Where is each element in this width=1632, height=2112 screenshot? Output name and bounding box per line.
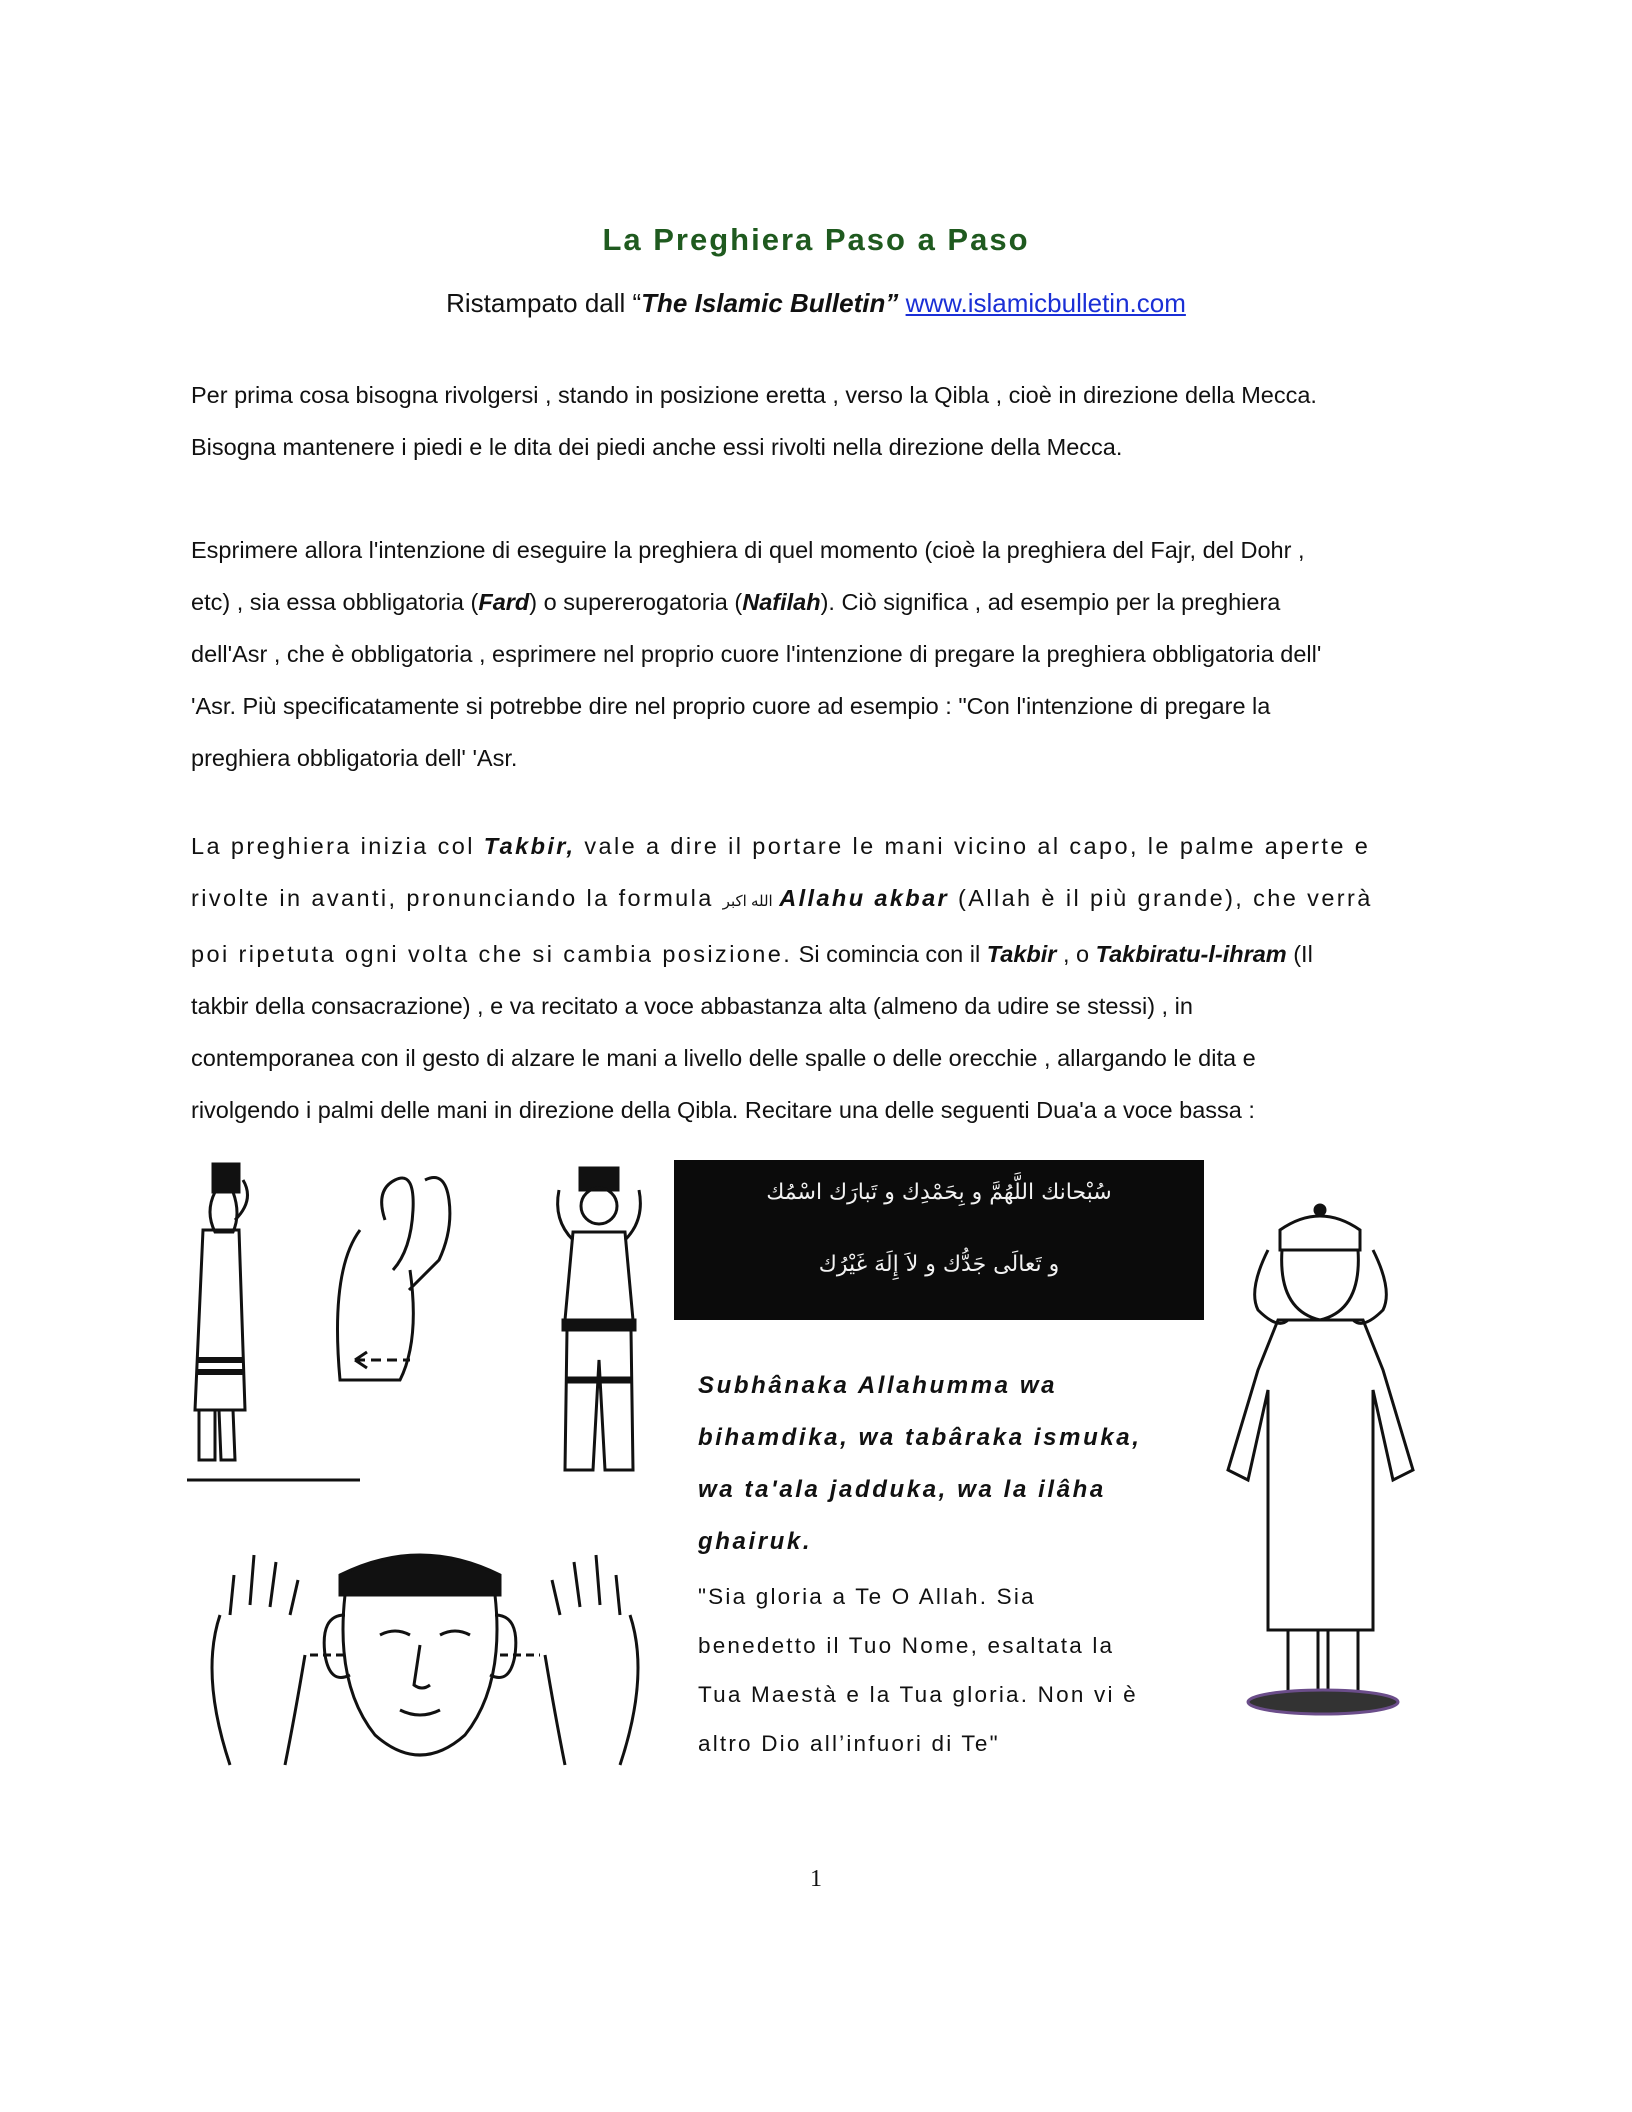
illustration-takbir-side [185,1160,675,1500]
text-line: Bisogna mantenere i piedi e le dita dei piedi anche essi rivolti nella direzione della Mecca. [191,434,1123,460]
source-link[interactable]: www.islamicbulletin.com [905,288,1186,318]
paragraph-intention [191,524,1441,784]
text-span: ) o supererogatoria ( [529,589,743,615]
text-line [191,872,1441,928]
transliteration-line: ghairuk. [698,1528,813,1555]
dua-transliteration [698,1360,1178,1568]
illustration-hands-at-ears [210,1535,640,1775]
page-number: 1 [810,1866,822,1892]
transliteration-line: wa ta'ala jadduka, wa la ilâha [698,1476,1106,1503]
text-line: rivolgendo i palmi delle mani in direzione della Qibla. Recitare una delle seguenti Dua'a a voce bassa : [191,1097,1255,1123]
text-line [191,928,1441,980]
term-takbir: Takbir [986,941,1057,967]
text-line [191,576,1441,628]
text-span: , o [1056,941,1096,967]
illustration-standing-figure [1198,1190,1458,1730]
text-line: Per prima cosa bisogna rivolgersi , stando in posizione eretta , verso la Qibla , cioè in direzione della Mecca. [191,382,1317,408]
text-line: preghiera obbligatoria dell' 'Asr. [191,745,518,771]
text-span: poi ripetuta ogni volta che si cambia posizione. [191,941,793,967]
text-span: (Il [1286,941,1313,967]
translation-line: Tua Maestà e la Tua gloria. Non vi è [698,1682,1138,1707]
transliteration-line: bihamdika, wa tabâraka ismuka, [698,1424,1142,1451]
text-line: 'Asr. Più specificatamente si potrebbe dire nel proprio cuore ad esempio : "Con l'intenzione di pregare la [191,693,1271,719]
dua-translation [698,1572,1178,1768]
translation-line: "Sia gloria a Te O Allah. Sia [698,1584,1036,1609]
text-line: takbir della consacrazione) , e va recitato a voce abbastanza alta (almeno da udire se stessi) , in [191,993,1193,1019]
subtitle [0,288,1632,319]
arabic-dua-line: سُبْحانك اللَّهُمَّ و بِحَمْدِك و تَبارَك اسْمُك [766,1180,1112,1205]
translation-line: altro Dio all’infuori di Te" [698,1731,1000,1756]
page-title: La Preghiera Paso a Paso [602,222,1030,257]
term-allahu-akbar: Allahu akbar [779,885,950,911]
paragraph-takbir [191,820,1441,1136]
source-name: The Islamic Bulletin” [641,288,899,318]
transliteration-line: Subhânaka Allahumma wa [698,1372,1058,1399]
text-line: dell'Asr , che è obbligatoria , esprimere nel proprio cuore l'intenzione di pregare la preghiera obbligatoria dell' [191,641,1322,667]
text-span: etc) , sia essa obbligatoria ( [191,589,479,615]
term-nafilah: Nafilah [742,589,821,615]
arabic-dua-line: و تَعالَى جَدُّك و لاَ إِلَهَ غَيْرُك [818,1252,1060,1277]
text-line: contemporanea con il gesto di alzare le mani a livello delle spalle o delle orecchie , allargando le dita e [191,1045,1256,1071]
text-span: La preghiera inizia col [191,833,484,859]
arabic-dua-box [674,1160,1204,1320]
text-line: Esprimere allora l'intenzione di eseguire la preghiera di quel momento (cioè la preghiera del Fajr, del Dohr , [191,537,1305,563]
text-span: rivolte in avanti, pronunciando la formula [191,885,723,911]
term-takbiratu: Takbiratu-l-ihram [1095,941,1287,967]
term-takbir: Takbir, [483,833,576,859]
paragraph-qibla [191,369,1441,473]
translation-line: benedetto il Tuo Nome, esaltata la [698,1633,1115,1658]
arabic-allahu-akbar: الله اكبر [722,893,773,910]
text-line [191,820,1441,872]
text-span: Si comincia con il [792,941,987,967]
text-span: (Allah è il più grande), che verrà [949,885,1373,911]
term-fard: Fard [478,589,530,615]
subtitle-prefix: Ristampato dall “ [446,288,642,318]
text-span: vale a dire il portare le mani vicino al capo, le palme aperte e [575,833,1371,859]
text-span: ). Ciò significa , ad esempio per la preghiera [820,589,1281,615]
